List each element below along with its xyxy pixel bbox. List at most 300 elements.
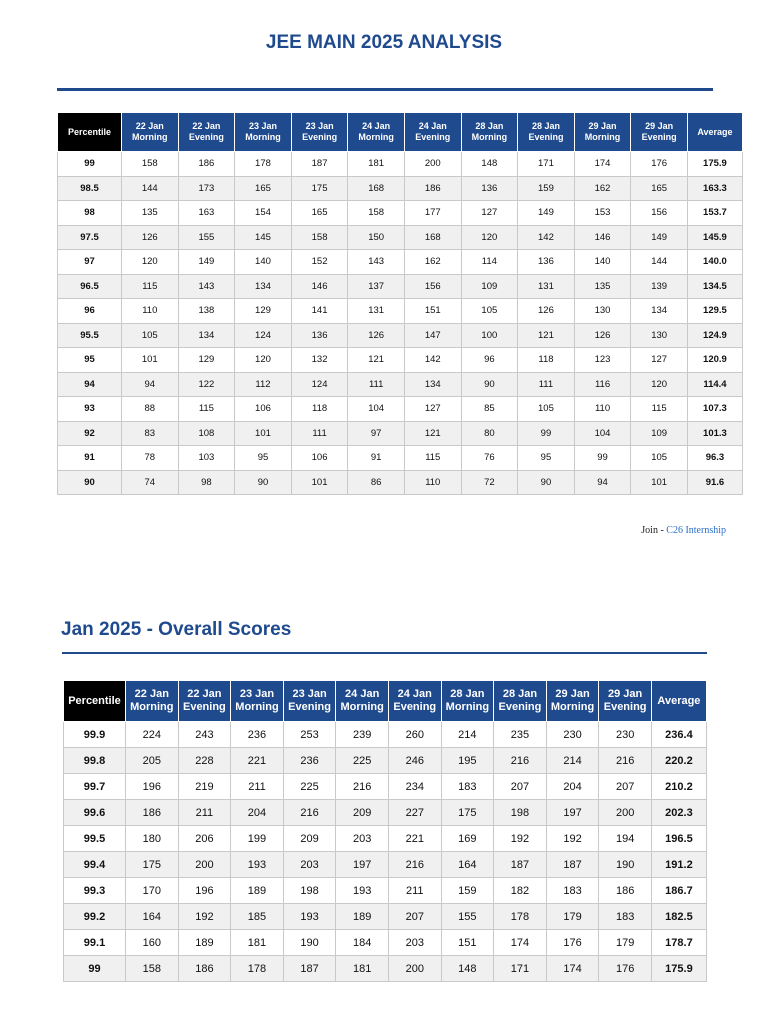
column-header-session: [494, 681, 547, 722]
percentile-cell: 94: [58, 372, 122, 397]
table-row: [58, 397, 743, 422]
average-cell: 120.9: [687, 348, 742, 373]
marks-cell: 170: [126, 878, 179, 904]
marks-cell: 130: [574, 299, 631, 324]
marks-cell: 110: [122, 299, 179, 324]
marks-cell: 112: [235, 372, 292, 397]
marks-cell: 196: [126, 774, 179, 800]
marks-cell: 80: [461, 421, 518, 446]
marks-cell: 140: [235, 250, 292, 275]
internship-link[interactable]: C26 Internship: [666, 525, 726, 536]
column-header-session: [599, 681, 652, 722]
session-date: 28 Jan: [475, 121, 504, 131]
table-row: [64, 904, 707, 930]
marks-cell: 72: [461, 470, 518, 495]
marks-cell: 134: [235, 274, 292, 299]
marks-cell: 193: [283, 904, 336, 930]
marks-cell: 196: [178, 878, 231, 904]
column-header-session: [336, 681, 389, 722]
marks-cell: 184: [336, 930, 389, 956]
marks-cell: 149: [518, 201, 575, 226]
marks-cell: 216: [283, 800, 336, 826]
page-title: JEE MAIN 2025 ANALYSIS: [265, 32, 503, 53]
column-header-session: [461, 113, 518, 152]
table-row: [64, 722, 707, 748]
percentile-cell: 91: [58, 446, 122, 471]
marks-cell: 97: [348, 421, 405, 446]
marks-cell: 164: [441, 852, 494, 878]
marks-cell: 203: [336, 826, 389, 852]
average-cell: 236.4: [651, 722, 706, 748]
marks-cell: 203: [283, 852, 336, 878]
session-shift: Morning: [471, 132, 508, 142]
column-header-session: [631, 113, 688, 152]
marks-cell: 127: [461, 201, 518, 226]
marks-cell: 136: [461, 176, 518, 201]
marks-cell: 162: [404, 250, 461, 275]
marks-cell: 207: [599, 774, 652, 800]
marks-cell: 145: [235, 225, 292, 250]
table-body: [58, 152, 743, 495]
marks-cell: 126: [122, 225, 179, 250]
average-cell: 101.3: [687, 421, 742, 446]
marks-cell: 126: [348, 323, 405, 348]
marks-cell: 120: [122, 250, 179, 275]
average-cell: 220.2: [651, 748, 706, 774]
marks-cell: 197: [336, 852, 389, 878]
marks-cell: 90: [518, 470, 575, 495]
marks-cell: 235: [494, 722, 547, 748]
table-row: [64, 956, 707, 982]
marks-cell: 143: [178, 274, 235, 299]
marks-cell: 225: [336, 748, 389, 774]
marks-cell: 175: [126, 852, 179, 878]
session-date: 24 Jan: [345, 688, 380, 700]
marks-cell: 108: [178, 421, 235, 446]
column-header-session: [178, 681, 231, 722]
average-cell: 202.3: [651, 800, 706, 826]
percentile-cell: 92: [58, 421, 122, 446]
marks-cell: 129: [235, 299, 292, 324]
marks-cell: 194: [599, 826, 652, 852]
marks-cell: 169: [441, 826, 494, 852]
marks-cell: 165: [291, 201, 348, 226]
marks-cell: 176: [599, 956, 652, 982]
table-row: [64, 800, 707, 826]
marks-cell: 135: [122, 201, 179, 226]
column-header-percentile: Percentile: [64, 681, 126, 722]
marks-cell: 178: [494, 904, 547, 930]
marks-cell: 216: [599, 748, 652, 774]
marks-cell: 140: [574, 250, 631, 275]
percentile-cell: 99.2: [64, 904, 126, 930]
table-row: [58, 323, 743, 348]
session-shift: Evening: [415, 132, 451, 142]
table-row: [64, 774, 707, 800]
marks-cell: 91: [348, 446, 405, 471]
marks-cell: 171: [518, 152, 575, 177]
marks-cell: 207: [494, 774, 547, 800]
marks-cell: 190: [599, 852, 652, 878]
marks-cell: 221: [388, 826, 441, 852]
marks-cell: 189: [231, 878, 284, 904]
marks-cell: 182: [494, 878, 547, 904]
marks-cell: 230: [546, 722, 599, 748]
session-date: 22 Jan: [187, 688, 222, 700]
marks-cell: 118: [291, 397, 348, 422]
marks-cell: 253: [283, 722, 336, 748]
marks-cell: 146: [574, 225, 631, 250]
marks-cell: 187: [291, 152, 348, 177]
column-header-average: Average: [651, 681, 706, 722]
marks-cell: 192: [494, 826, 547, 852]
marks-cell: 186: [178, 152, 235, 177]
marks-cell: 185: [231, 904, 284, 930]
marks-cell: 127: [631, 348, 688, 373]
marks-cell: 131: [348, 299, 405, 324]
average-cell: 175.9: [687, 152, 742, 177]
session-shift: Evening: [641, 132, 677, 142]
session-date: 23 Jan: [292, 688, 327, 700]
percentile-cell: 95.5: [58, 323, 122, 348]
marks-cell: 137: [348, 274, 405, 299]
percentile-cell: 99.9: [64, 722, 126, 748]
percentile-cell: 97.5: [58, 225, 122, 250]
table-row: [58, 421, 743, 446]
average-cell: 191.2: [651, 852, 706, 878]
marks-cell: 126: [518, 299, 575, 324]
session-shift: Morning: [445, 701, 490, 713]
session-date: 29 Jan: [555, 688, 590, 700]
marks-cell: 94: [122, 372, 179, 397]
marks-cell: 85: [461, 397, 518, 422]
marks-cell: 206: [178, 826, 231, 852]
session-shift: Evening: [188, 132, 224, 142]
marks-cell: 144: [631, 250, 688, 275]
average-cell: 107.3: [687, 397, 742, 422]
column-header-session: [404, 113, 461, 152]
marks-cell: 88: [122, 397, 179, 422]
marks-cell: 101: [235, 421, 292, 446]
marks-cell: 116: [574, 372, 631, 397]
column-header-session: [283, 681, 336, 722]
marks-cell: 160: [126, 930, 179, 956]
marks-cell: 193: [231, 852, 284, 878]
marks-cell: 162: [574, 176, 631, 201]
marks-cell: 200: [388, 956, 441, 982]
session-shift: Morning: [340, 701, 384, 713]
marks-cell: 100: [461, 323, 518, 348]
table-body: [64, 722, 707, 982]
column-header-session: [291, 113, 348, 152]
session-shift: Evening: [288, 701, 331, 713]
session-date: 24 Jan: [397, 688, 432, 700]
percentile-marks-table-1: [57, 112, 743, 495]
session-date: 22 Jan: [134, 688, 169, 700]
marks-cell: 228: [178, 748, 231, 774]
percentile-cell: 96.5: [58, 274, 122, 299]
session-shift: Evening: [528, 132, 564, 142]
marks-cell: 190: [283, 930, 336, 956]
percentile-cell: 99.4: [64, 852, 126, 878]
marks-cell: 153: [574, 201, 631, 226]
table-row: [64, 878, 707, 904]
percentile-marks-table-2: [63, 680, 707, 982]
session-date: 29 Jan: [608, 688, 643, 700]
marks-cell: 134: [631, 299, 688, 324]
marks-cell: 176: [631, 152, 688, 177]
marks-cell: 148: [441, 956, 494, 982]
marks-cell: 130: [631, 323, 688, 348]
marks-cell: 214: [546, 748, 599, 774]
marks-cell: 150: [348, 225, 405, 250]
marks-cell: 121: [404, 421, 461, 446]
marks-cell: 204: [546, 774, 599, 800]
marks-cell: 155: [178, 225, 235, 250]
marks-cell: 103: [178, 446, 235, 471]
marks-cell: 154: [235, 201, 292, 226]
marks-cell: 224: [126, 722, 179, 748]
table-row: [58, 274, 743, 299]
average-cell: 140.0: [687, 250, 742, 275]
column-header-percentile: Percentile: [58, 113, 122, 152]
table-header-row: [64, 681, 707, 722]
marks-cell: 159: [518, 176, 575, 201]
table-row: [64, 748, 707, 774]
marks-cell: 121: [518, 323, 575, 348]
marks-cell: 110: [574, 397, 631, 422]
marks-cell: 165: [235, 176, 292, 201]
marks-cell: 105: [631, 446, 688, 471]
marks-cell: 126: [574, 323, 631, 348]
session-date: 28 Jan: [502, 688, 538, 700]
marks-cell: 86: [348, 470, 405, 495]
marks-cell: 174: [494, 930, 547, 956]
marks-cell: 186: [599, 878, 652, 904]
average-cell: 182.5: [651, 904, 706, 930]
marks-cell: 183: [441, 774, 494, 800]
table-row: [58, 152, 743, 177]
marks-cell: 74: [122, 470, 179, 495]
marks-cell: 168: [404, 225, 461, 250]
marks-cell: 136: [518, 250, 575, 275]
marks-cell: 236: [283, 748, 336, 774]
marks-cell: 138: [178, 299, 235, 324]
marks-cell: 149: [178, 250, 235, 275]
column-header-average: Average: [687, 113, 742, 152]
marks-cell: 198: [283, 878, 336, 904]
average-cell: 175.9: [651, 956, 706, 982]
marks-cell: 104: [348, 397, 405, 422]
marks-cell: 183: [599, 904, 652, 930]
marks-cell: 134: [178, 323, 235, 348]
marks-cell: 179: [599, 930, 652, 956]
marks-cell: 144: [122, 176, 179, 201]
session-date: 29 Jan: [645, 121, 674, 131]
marks-cell: 148: [461, 152, 518, 177]
marks-cell: 139: [631, 274, 688, 299]
percentile-cell: 99.1: [64, 930, 126, 956]
marks-cell: 174: [546, 956, 599, 982]
marks-cell: 123: [574, 348, 631, 373]
marks-cell: 200: [599, 800, 652, 826]
session-date: 23 Jan: [239, 688, 275, 700]
average-cell: 153.7: [687, 201, 742, 226]
column-header-session: [231, 681, 284, 722]
title-divider: [57, 88, 713, 91]
marks-cell: 195: [441, 748, 494, 774]
percentile-cell: 99.5: [64, 826, 126, 852]
average-cell: 114.4: [687, 372, 742, 397]
join-prefix: Join -: [641, 525, 667, 536]
table-row: [64, 930, 707, 956]
marks-cell: 129: [178, 348, 235, 373]
marks-cell: 211: [178, 800, 231, 826]
session-date: 24 Jan: [362, 121, 391, 131]
marks-cell: 121: [348, 348, 405, 373]
marks-cell: 99: [574, 446, 631, 471]
marks-cell: 204: [231, 800, 284, 826]
marks-cell: 163: [178, 201, 235, 226]
average-cell: 129.5: [687, 299, 742, 324]
marks-cell: 205: [126, 748, 179, 774]
marks-cell: 189: [178, 930, 231, 956]
marks-cell: 174: [574, 152, 631, 177]
column-header-session: [178, 113, 235, 152]
marks-cell: 104: [574, 421, 631, 446]
session-date: 22 Jan: [192, 121, 221, 131]
marks-cell: 99: [518, 421, 575, 446]
marks-cell: 225: [283, 774, 336, 800]
marks-cell: 147: [404, 323, 461, 348]
marks-cell: 115: [631, 397, 688, 422]
percentile-cell: 90: [58, 470, 122, 495]
marks-cell: 106: [291, 446, 348, 471]
marks-cell: 127: [404, 397, 461, 422]
average-cell: 124.9: [687, 323, 742, 348]
marks-cell: 96: [461, 348, 518, 373]
table-row: [58, 348, 743, 373]
marks-cell: 101: [122, 348, 179, 373]
session-date: 29 Jan: [588, 121, 617, 131]
marks-cell: 109: [631, 421, 688, 446]
session-shift: Evening: [393, 701, 437, 713]
marks-cell: 211: [231, 774, 284, 800]
column-header-session: [348, 113, 405, 152]
percentile-cell: 99: [64, 956, 126, 982]
marks-cell: 193: [336, 878, 389, 904]
column-header-session: [235, 113, 292, 152]
marks-cell: 186: [404, 176, 461, 201]
marks-cell: 90: [461, 372, 518, 397]
marks-cell: 192: [546, 826, 599, 852]
session-date: 22 Jan: [135, 121, 164, 131]
marks-cell: 209: [336, 800, 389, 826]
marks-cell: 115: [404, 446, 461, 471]
marks-cell: 216: [336, 774, 389, 800]
marks-cell: 158: [122, 152, 179, 177]
section-divider: [62, 652, 707, 654]
marks-cell: 101: [631, 470, 688, 495]
session-shift: Evening: [498, 701, 542, 713]
section-title: Jan 2025 - Overall Scores: [61, 619, 292, 640]
percentile-cell: 99.7: [64, 774, 126, 800]
marks-cell: 120: [235, 348, 292, 373]
marks-cell: 158: [291, 225, 348, 250]
average-cell: 196.5: [651, 826, 706, 852]
marks-cell: 221: [231, 748, 284, 774]
average-cell: 91.6: [687, 470, 742, 495]
average-cell: 210.2: [651, 774, 706, 800]
session-date: 23 Jan: [248, 121, 277, 131]
column-header-session: [126, 681, 179, 722]
marks-cell: 115: [122, 274, 179, 299]
marks-cell: 143: [348, 250, 405, 275]
marks-cell: 214: [441, 722, 494, 748]
marks-cell: 171: [494, 956, 547, 982]
marks-cell: 198: [494, 800, 547, 826]
marks-cell: 199: [231, 826, 284, 852]
column-header-session: [574, 113, 631, 152]
marks-cell: 216: [494, 748, 547, 774]
marks-cell: 105: [122, 323, 179, 348]
marks-cell: 239: [336, 722, 389, 748]
marks-cell: 122: [178, 372, 235, 397]
session-shift: Morning: [235, 701, 279, 713]
marks-cell: 155: [441, 904, 494, 930]
marks-cell: 246: [388, 748, 441, 774]
marks-cell: 151: [441, 930, 494, 956]
session-shift: Evening: [182, 701, 226, 713]
table-row: [58, 470, 743, 495]
marks-cell: 219: [178, 774, 231, 800]
join-note: [641, 525, 726, 536]
marks-cell: 181: [231, 930, 284, 956]
marks-cell: 124: [291, 372, 348, 397]
marks-cell: 142: [404, 348, 461, 373]
marks-cell: 234: [388, 774, 441, 800]
marks-cell: 200: [404, 152, 461, 177]
marks-cell: 95: [518, 446, 575, 471]
percentile-cell: 97: [58, 250, 122, 275]
marks-cell: 131: [518, 274, 575, 299]
marks-cell: 109: [461, 274, 518, 299]
column-header-session: [388, 681, 441, 722]
marks-cell: 114: [461, 250, 518, 275]
marks-cell: 159: [441, 878, 494, 904]
marks-cell: 192: [178, 904, 231, 930]
marks-cell: 197: [546, 800, 599, 826]
marks-cell: 111: [518, 372, 575, 397]
column-header-session: [518, 113, 575, 152]
marks-cell: 156: [404, 274, 461, 299]
session-date: 24 Jan: [418, 121, 447, 131]
marks-cell: 101: [291, 470, 348, 495]
marks-cell: 124: [235, 323, 292, 348]
marks-cell: 173: [178, 176, 235, 201]
marks-cell: 181: [336, 956, 389, 982]
marks-cell: 165: [631, 176, 688, 201]
marks-cell: 176: [546, 930, 599, 956]
marks-cell: 83: [122, 421, 179, 446]
percentile-cell: 99.6: [64, 800, 126, 826]
marks-cell: 120: [631, 372, 688, 397]
marks-cell: 180: [126, 826, 179, 852]
session-shift: Morning: [130, 701, 174, 713]
marks-cell: 207: [388, 904, 441, 930]
marks-cell: 156: [631, 201, 688, 226]
table-row: [58, 201, 743, 226]
